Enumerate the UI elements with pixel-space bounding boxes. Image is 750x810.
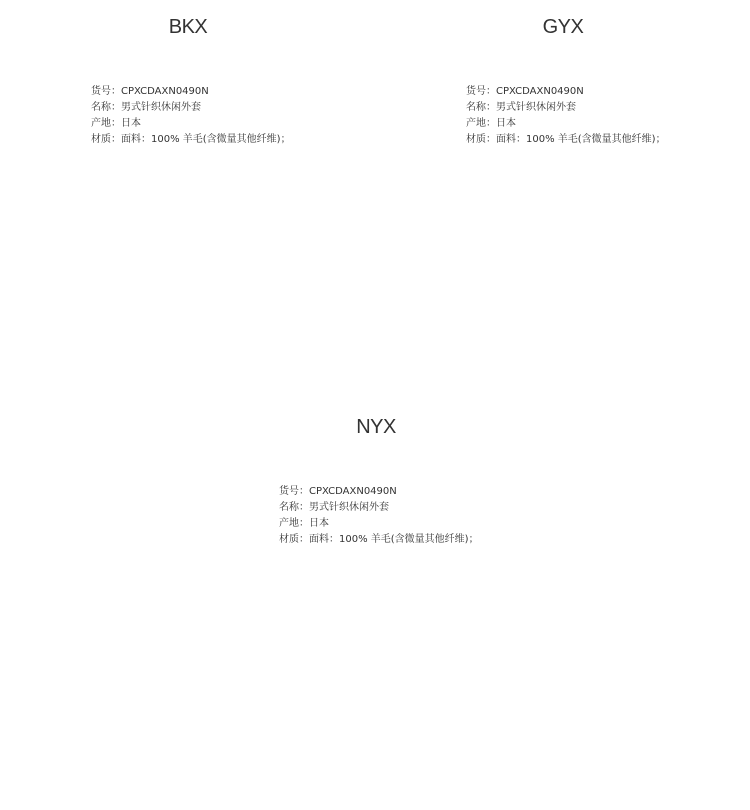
origin-label: 产地： <box>466 118 496 129</box>
color-code-title: GYX <box>542 16 584 38</box>
origin-value: 日本 <box>496 118 516 129</box>
product-name-value: 男式针织休闲外套 <box>309 502 389 513</box>
product-name-label: 名称： <box>466 102 496 113</box>
material-label: 材质： <box>91 134 121 145</box>
item-number-row <box>279 484 479 500</box>
item-number-value: CPXCDAXN0490N <box>496 86 584 97</box>
origin-value: 日本 <box>121 118 141 129</box>
material-value: 面料：100% 羊毛(含微量其他纤维)； <box>121 134 291 145</box>
product-name-value: 男式针织休闲外套 <box>496 102 576 113</box>
origin-label: 产地： <box>279 518 309 529</box>
product-name-label: 名称： <box>279 502 309 513</box>
item-number-value: CPXCDAXN0490N <box>121 86 209 97</box>
product-info-block <box>279 484 479 548</box>
color-code-title: NYX <box>356 416 396 438</box>
item-number-label: 货号： <box>279 486 309 497</box>
material-label: 材质： <box>466 134 496 145</box>
origin-label: 产地： <box>91 118 121 129</box>
product-name-value: 男式针织休闲外套 <box>121 102 201 113</box>
item-number-label: 货号： <box>466 86 496 97</box>
origin-value: 日本 <box>309 518 329 529</box>
product-name-label: 名称： <box>91 102 121 113</box>
material-row <box>279 532 479 548</box>
material-label: 材质： <box>279 534 309 545</box>
material-value: 面料：100% 羊毛(含微量其他纤维)； <box>496 134 666 145</box>
product-name-row <box>279 500 479 516</box>
item-number-value: CPXCDAXN0490N <box>309 486 397 497</box>
color-code-title: BKX <box>168 16 208 38</box>
material-value: 面料：100% 羊毛(含微量其他纤维)； <box>309 534 479 545</box>
item-number-label: 货号： <box>91 86 121 97</box>
origin-row <box>279 516 479 532</box>
